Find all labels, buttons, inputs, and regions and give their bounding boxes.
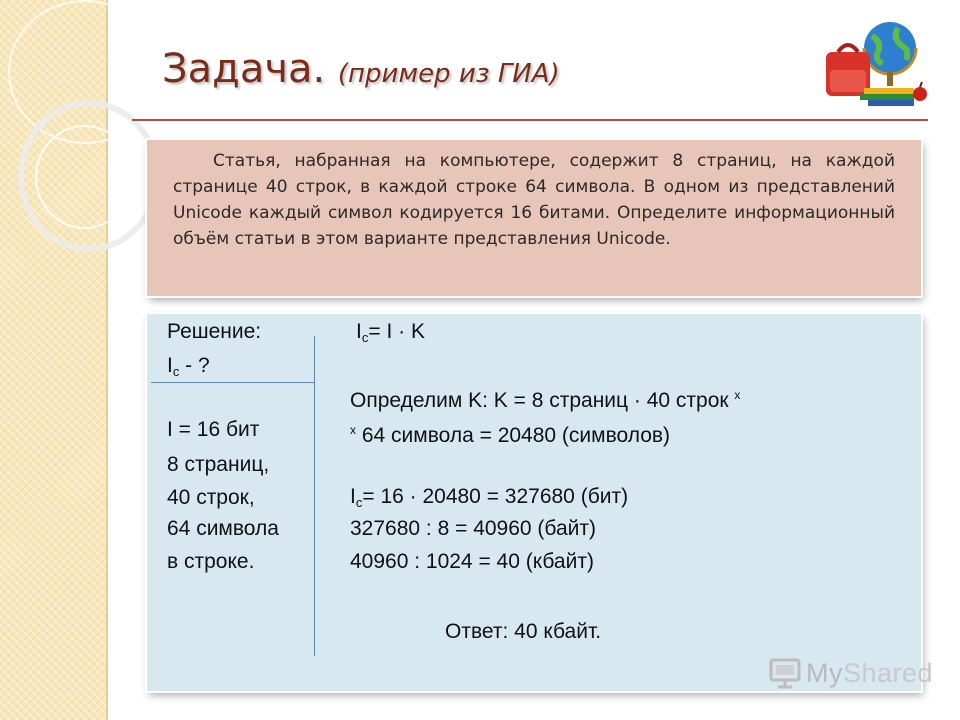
watermark-brand-my: My <box>806 657 843 688</box>
answer: Ответ: 40 кбайт. <box>445 620 602 643</box>
watermark-brand <box>806 658 933 689</box>
decorative-ring <box>35 125 134 229</box>
given-item: 8 страниц, <box>167 453 270 476</box>
step-bits <box>350 485 628 515</box>
given-item: 40 строк, <box>167 486 255 509</box>
step-bits-rest: = 16 · 20480 = 327680 (бит) <box>362 485 629 508</box>
unknown-symbol: I <box>167 354 173 377</box>
given-item: I = 16 бит <box>167 418 260 441</box>
unknown-rest: - ? <box>179 354 210 377</box>
slide-title-main: Задача. <box>162 46 326 92</box>
presentation-board-icon <box>768 657 802 689</box>
given-item: 64 символа <box>167 517 279 540</box>
step-k-result <box>350 418 670 448</box>
solution-heading: Решение: <box>167 320 262 343</box>
watermark <box>768 657 933 689</box>
task-statement: Статья, набранная на компьютере, содержит 8 страниц, на каждой странице 40 строк, в каждой строке 64 символа. В одном из представлений Unicode каждый символ кодируется 16 битами. Определите информационный объём статьи в этом варианте представления Unicode. <box>173 151 895 249</box>
step-bits-subscript: c <box>355 495 363 510</box>
step-define-k-text: Определим K: K = 8 страниц · 40 строк <box>350 389 729 412</box>
step-bits-symbol: I <box>350 485 356 508</box>
school-supplies-logo-icon <box>820 14 930 114</box>
solution-box <box>147 314 921 691</box>
slide-title <box>162 46 560 92</box>
formula-rest: = I · K <box>368 320 425 343</box>
task-box <box>147 140 921 296</box>
multiply-mark: x <box>350 423 356 437</box>
given-divider-vertical <box>314 336 315 656</box>
title-underline <box>132 119 928 121</box>
step-k-result-text: 64 символа = 20480 (символов) <box>356 424 671 447</box>
step-define-k <box>350 383 740 413</box>
formula-subscript: c <box>361 330 369 345</box>
unknown-quantity <box>167 354 210 384</box>
given-item: в строке. <box>167 550 255 573</box>
multiply-mark: x <box>734 388 741 402</box>
step-kbytes: 40960 : 1024 = 40 (кбайт) <box>350 550 594 573</box>
unknown-subscript: c <box>172 364 180 379</box>
step-bytes: 327680 : 8 = 40960 (байт) <box>350 517 596 540</box>
slide-title-subtitle: (пример из ГИА) <box>337 59 560 89</box>
formula <box>356 320 425 350</box>
formula-symbol: I <box>356 320 362 343</box>
watermark-brand-shared: Shared <box>843 657 934 688</box>
